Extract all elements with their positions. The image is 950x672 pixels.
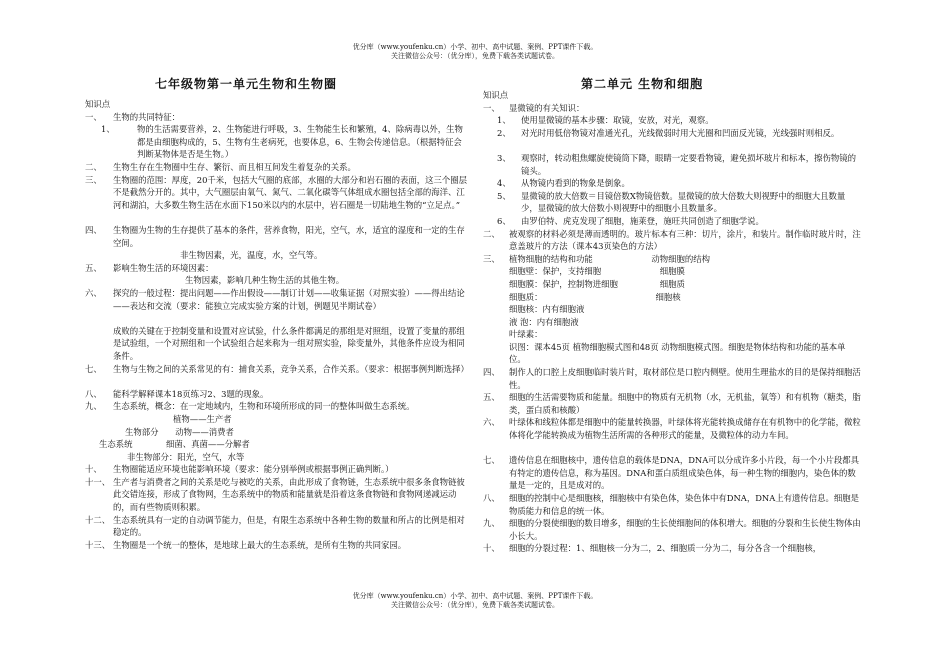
list-item: 十一、 生产者与消费者之间的关系是吃与被吃的关系，由此形成了食物链，生态系统中很多条食物链彼此交错连接，形成了食物网，生态系统中的物质和能量就是沿着这条食物链和食物网递减运动的，而有些物质则积累。 [85, 476, 465, 513]
right-column [483, 89, 861, 555]
cell-structure-line: 细胞壁：保护，支持细胞 细胞膜 [509, 266, 685, 277]
cell-structure-line: 细胞膜：保护，控制物进细胞 细胞质 [509, 278, 685, 289]
page-footer [0, 592, 950, 610]
list-item: 六、 探究的一般过程：提出问题——作出假设——制订计划——收集证据（对照实验）——得出结论——表达和交流（要求：能独立完成实验方案的计划，例题见半期试卷） [85, 287, 465, 311]
footer-line-1: 优分库（www.youfenku.cn）小学、初中、高中试题、案例、PPT课件下载。 [352, 592, 598, 600]
list-item: 一、 显微镜的有关知识： [483, 102, 585, 113]
list-item: 十三、 生物圈是一个统一的整体，是地球上最大的生态系统，是所有生物的共同家园。 [85, 539, 407, 550]
sub-line: 非生物因素，光，温度，水，空气等。 [180, 250, 323, 261]
list-item: 二、 生物生存在生物圈中生存、繁衍、而且相互间发生着复杂的关系。 [85, 161, 356, 172]
list-item: 十、 生物圈能适应环境也能影响环境（要求：能分别举例或根据事例正确判断。） [85, 464, 394, 475]
left-title: 七年级物第一单元生物和生物圈 [155, 77, 338, 91]
list-item: 4、 从物镜内看到的物象是倒象。 [497, 178, 630, 189]
list-item: 1、 物的生活需要营养，2、生物能进行呼吸，3、生物能生长和繁殖，4、除病毒以外，生物都是由细胞构成的，5、生物有生老病死，也要体息，6、生物会传递信息。（根据特征会判断某物体是否是生物。） [101, 124, 463, 160]
cell-structure-line: 叶绿素： [509, 329, 543, 340]
list-item: 5、 显微镜的放大倍数＝目镜倍数X物镜倍数。显微镜的放大倍数大则视野中的细胞大且数量少，显微镜的放大倍数小则视野中的细胞小且数量多。 [497, 190, 846, 214]
list-item: 九、 生态系统，概念：在一定地域内，生物和环境所形成的同一的整体叫做生态系统。 [85, 401, 415, 412]
ecosystem-line: 植物——生产者 [173, 413, 232, 424]
header-line-2: 关注微信公众号：（优分库），免费下载各类试题试卷。 [391, 52, 559, 60]
list-item: 八、 能科学解释课本18页练习2、3题的现象。 [85, 388, 269, 399]
list-item: 三、 植物细胞的结构和功能 动物细胞的结构 [483, 253, 710, 264]
left-column [85, 98, 470, 551]
ecosystem-line: 非生物部分：阳光，空气，水等 [127, 451, 245, 462]
list-item: 二、 被观察的材料必须是薄而透明的。玻片标本有三种：切片，涂片，和装片。制作临时玻片时，注意盖玻片的方法（课本43页染色的方法） [483, 228, 861, 252]
list-item: 十二、 生态系统具有一定的自动调节能力，但是，有限生态系统中各种生物的数量和所占的比例是相对稳定的。 [85, 514, 465, 538]
right-title: 第二单元 生物和细胞 [581, 77, 704, 91]
header-line-1: 优分库（www.youfenku.cn）小学、初中、高中试题、案例、PPT课件下载。 [352, 43, 598, 51]
section-heading: 知识点 [483, 90, 509, 100]
list-item: 六、 叶绿体和线粒体都是细胞中的能量转换器，叶绿体将光能转换成储存在有机物中的化学能，微粒体将化学能转换成为植物生活所需的各种形式的能量，及微粒体的动力车间。 [483, 417, 861, 441]
list-item: 3、 观察时，转动粗焦螺旋使镜筒下降，眼睛一定要看物镜，避免损坏玻片和标本，擦伤物镜的镜头。 [497, 152, 856, 176]
list-item: 七、 遗传信息在细胞核中，遗传信息的载体是DNA，DNA可以分成许多小片段，每一个小片段都具有特定的遗传信息，称为基因。DNA和蛋白质组成染色体，每一种生物的细胞内，染色体的数量是一定的，且是成对的。 [483, 455, 860, 491]
list-item: 八、 细胞的控制中心是细胞核，细胞核中有染色体，染色体中有DNA，DNA上有遗传信息。细胞是物质能力和信息的统一体。 [483, 493, 860, 516]
sub-line: 生物因素，影响几种生物生活的其他生物。 [185, 275, 345, 286]
list-item: 四、 生物圈为生物的生存提供了基本的条件，营养食物，阳光，空气，水，适宜的湿度和一定的生存空间。 [85, 224, 465, 248]
list-item: 1、 使用显微镜的基本步骤：取镜，安放，对光，观察。 [497, 115, 714, 126]
list-item: 五、 影响生物生活的环境因素： [85, 262, 214, 273]
ecosystem-line: 生态系统 细菌、真菌——分解者 [99, 439, 250, 450]
list-item: 一、 生物的共同特征： [85, 111, 180, 122]
list-item: 十、 细胞的分裂过程：1、细胞核一分为二，2、细胞质一分为二，每分各含一个细胞核， [483, 543, 822, 554]
list-item: 6、 由罗伯特、虎克发现了细胞，施莱登，施旺共同创造了细胞学说。 [497, 215, 764, 226]
page-header [0, 43, 950, 61]
list-item: 九、 细胞的分裂使细胞的数目增多，细胞的生长使细胞间的体积增大。细胞的分裂和生长使生物体由小长大。 [483, 518, 861, 541]
footer-line-2: 关注微信公众号：（优分库），免费下载各类试题试卷。 [391, 601, 559, 609]
list-item: 五、 细胞的生活需要物质和能量。细胞中的物质有无机物（水，无机盐，氧等）和有机物（糖类，脂类，蛋白质和核酸） [483, 392, 861, 415]
cell-structure-line: 细胞核：内有细胞液 [509, 304, 585, 315]
cell-structure-line: 液 泡：内有细胞液 [509, 316, 579, 327]
list-item: 三、 生物圈的范围：厚度，20千米，包括大气圈的底部，水圈的大部分和岩石圈的表面，这三个圈层不是截然分开的。其中，大气圈层由氧气、氮气、二氧化碳等气体组成水圈包括全部的海洋、江河和湖泊，大多数生物生活在水面下150米以内的水层中，岩石圈是一切陆地生物的“立足点。” [85, 174, 468, 210]
list-item: 2、 对光时用低倍物镜对准通光孔，光线微弱时用大光圈和凹面反光镜，光线强时则相反。 [497, 127, 840, 138]
paragraph: 识图：课本45页 植物细胞模式图和48页 动物细胞模式图。细胞是物体结构和功能的基本单位。 [509, 341, 846, 365]
list-item: 七、 生物与生物之间的关系常见的有：捕食关系，竞争关系，合作关系。（要求：根据事例判断选择） [85, 363, 469, 374]
ecosystem-line: 生物部分 动物——消费者 [125, 426, 234, 437]
paragraph: 成败的关键在于控制变量和设置对应试验，什么条件都满足的那组是对照组，设置了变量的那组是试验组，一个对照组和一个试验组合起来称为一组对照实验，除变量外，其他条件应设为相同条件。 [113, 325, 465, 361]
section-heading: 知识点 [85, 99, 111, 109]
list-item: 四、 制作人的口腔上皮细胞临时装片时，取材部位是口腔内侧壁。使用生理盐水的目的是保持细胞活性。 [483, 367, 861, 390]
cell-structure-line: 细胞质： 细胞核 [509, 291, 681, 302]
